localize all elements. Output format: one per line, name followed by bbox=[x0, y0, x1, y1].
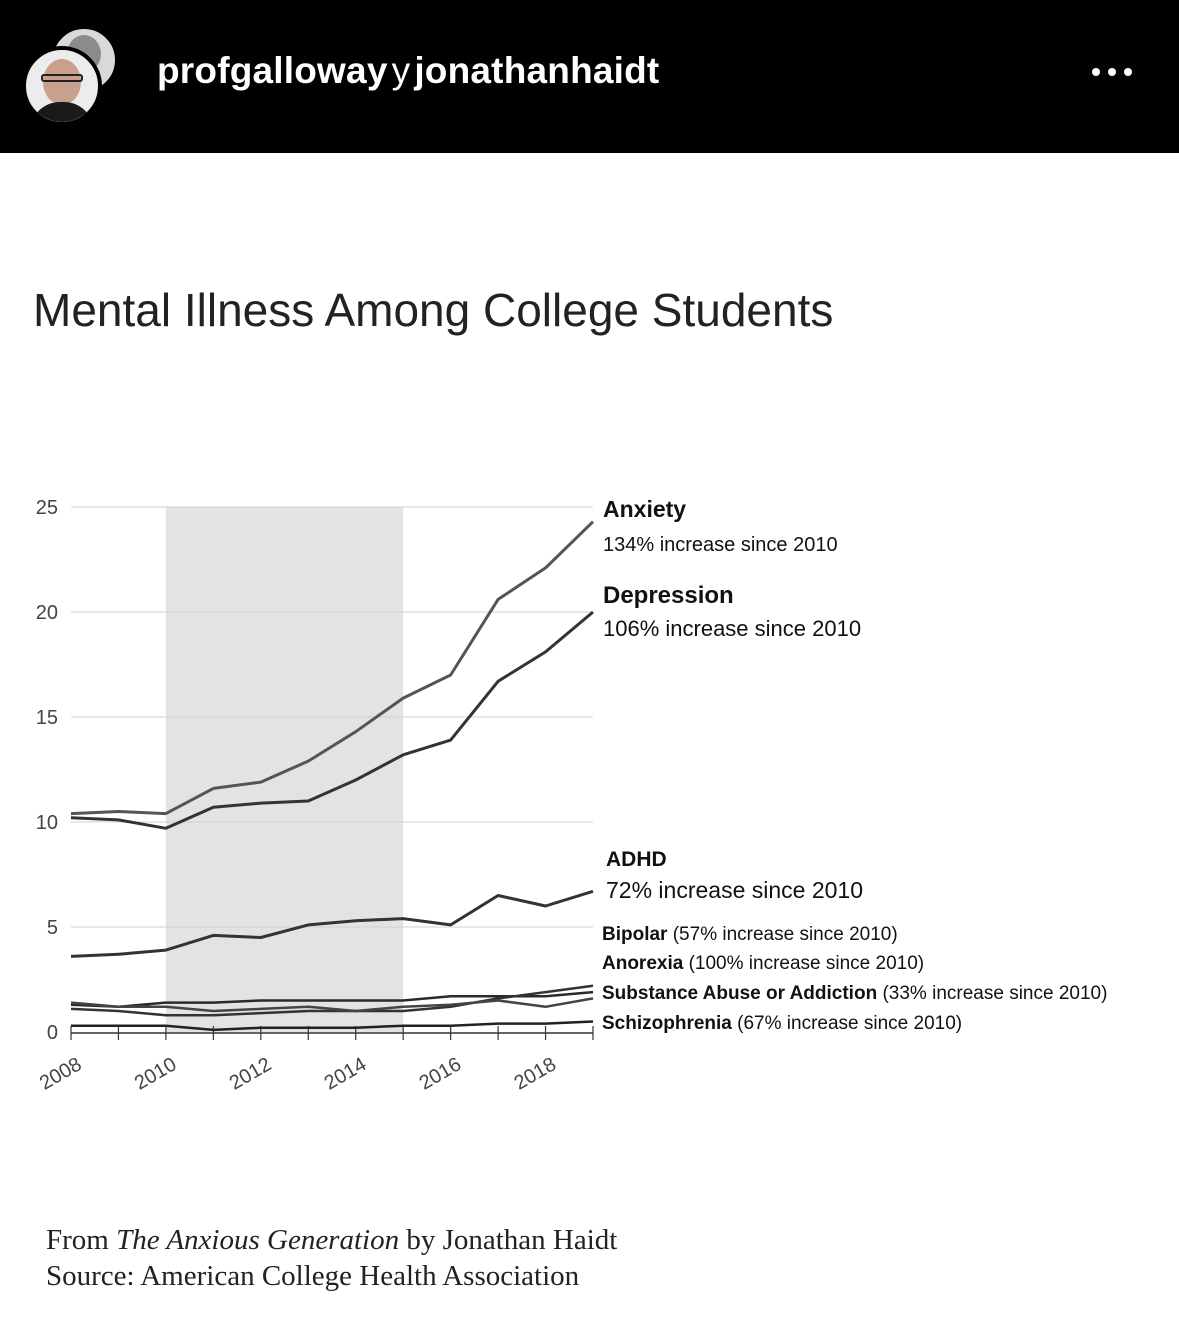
shaded-period bbox=[166, 507, 403, 1032]
series-label-substance-abuse-or-addiction bbox=[602, 983, 1107, 1004]
y-tick-label: 15 bbox=[35, 707, 58, 729]
chart-title: Mental Illness Among College Students bbox=[33, 284, 834, 336]
dot bbox=[1124, 68, 1132, 76]
post-authors bbox=[157, 50, 659, 92]
series-name: Bipolar bbox=[602, 924, 673, 945]
author-link-2[interactable]: jonathanhaidt bbox=[414, 50, 660, 91]
caption bbox=[46, 1222, 617, 1294]
caption-suffix: by Jonathan Haidt bbox=[399, 1224, 618, 1256]
series-label-anxiety: Anxiety bbox=[603, 496, 687, 522]
post-header bbox=[0, 0, 1179, 153]
series-label-bipolar bbox=[602, 924, 898, 945]
y-tick-label: 25 bbox=[35, 497, 58, 519]
x-tick-label: 2008 bbox=[35, 1053, 86, 1095]
x-tick-label: 2014 bbox=[320, 1053, 371, 1095]
series-note-depression: 106% increase since 2010 bbox=[603, 616, 862, 641]
y-tick-label: 0 bbox=[46, 1022, 58, 1044]
series-label-adhd: ADHD bbox=[606, 848, 667, 871]
author-conjunction: y bbox=[391, 50, 411, 91]
y-tick-label: 20 bbox=[35, 602, 58, 624]
series-note: (100% increase since 2010) bbox=[688, 953, 925, 974]
x-tick-label: 2018 bbox=[510, 1053, 561, 1095]
series-note: (33% increase since 2010) bbox=[882, 983, 1108, 1004]
series-label-schizophrenia bbox=[602, 1013, 962, 1034]
series-name: Schizophrenia bbox=[602, 1013, 738, 1034]
series-note-anxiety: 134% increase since 2010 bbox=[603, 534, 838, 556]
series-note: (57% increase since 2010) bbox=[672, 924, 898, 945]
avatar-face bbox=[43, 59, 81, 105]
avatar-shirt bbox=[30, 102, 94, 126]
series-note: (67% increase since 2010) bbox=[737, 1013, 963, 1034]
caption-prefix: From bbox=[46, 1224, 117, 1256]
y-tick-label: 10 bbox=[35, 812, 58, 834]
caption-book-title: The Anxious Generation bbox=[116, 1224, 400, 1256]
x-tick-label: 2012 bbox=[225, 1053, 276, 1095]
series-note-adhd: 72% increase since 2010 bbox=[606, 877, 863, 903]
caption-source: Source: American College Health Association bbox=[46, 1260, 580, 1292]
series-name: Anorexia bbox=[602, 953, 689, 974]
author-link-1[interactable]: profgalloway bbox=[157, 50, 388, 91]
series-label-depression: Depression bbox=[603, 582, 734, 609]
dot bbox=[1092, 68, 1100, 76]
series-name: Substance Abuse or Addiction bbox=[602, 983, 883, 1004]
y-tick-label: 5 bbox=[46, 917, 58, 939]
avatar-glasses bbox=[41, 74, 83, 82]
dot bbox=[1108, 68, 1116, 76]
ellipsis-icon[interactable] bbox=[1082, 60, 1142, 84]
caption-book-line bbox=[46, 1222, 617, 1258]
series-label-anorexia bbox=[602, 953, 924, 974]
line-chart bbox=[0, 470, 1179, 1130]
x-tick-label: 2010 bbox=[130, 1053, 181, 1095]
x-tick-label: 2016 bbox=[415, 1053, 466, 1095]
avatar-author[interactable] bbox=[22, 46, 102, 126]
